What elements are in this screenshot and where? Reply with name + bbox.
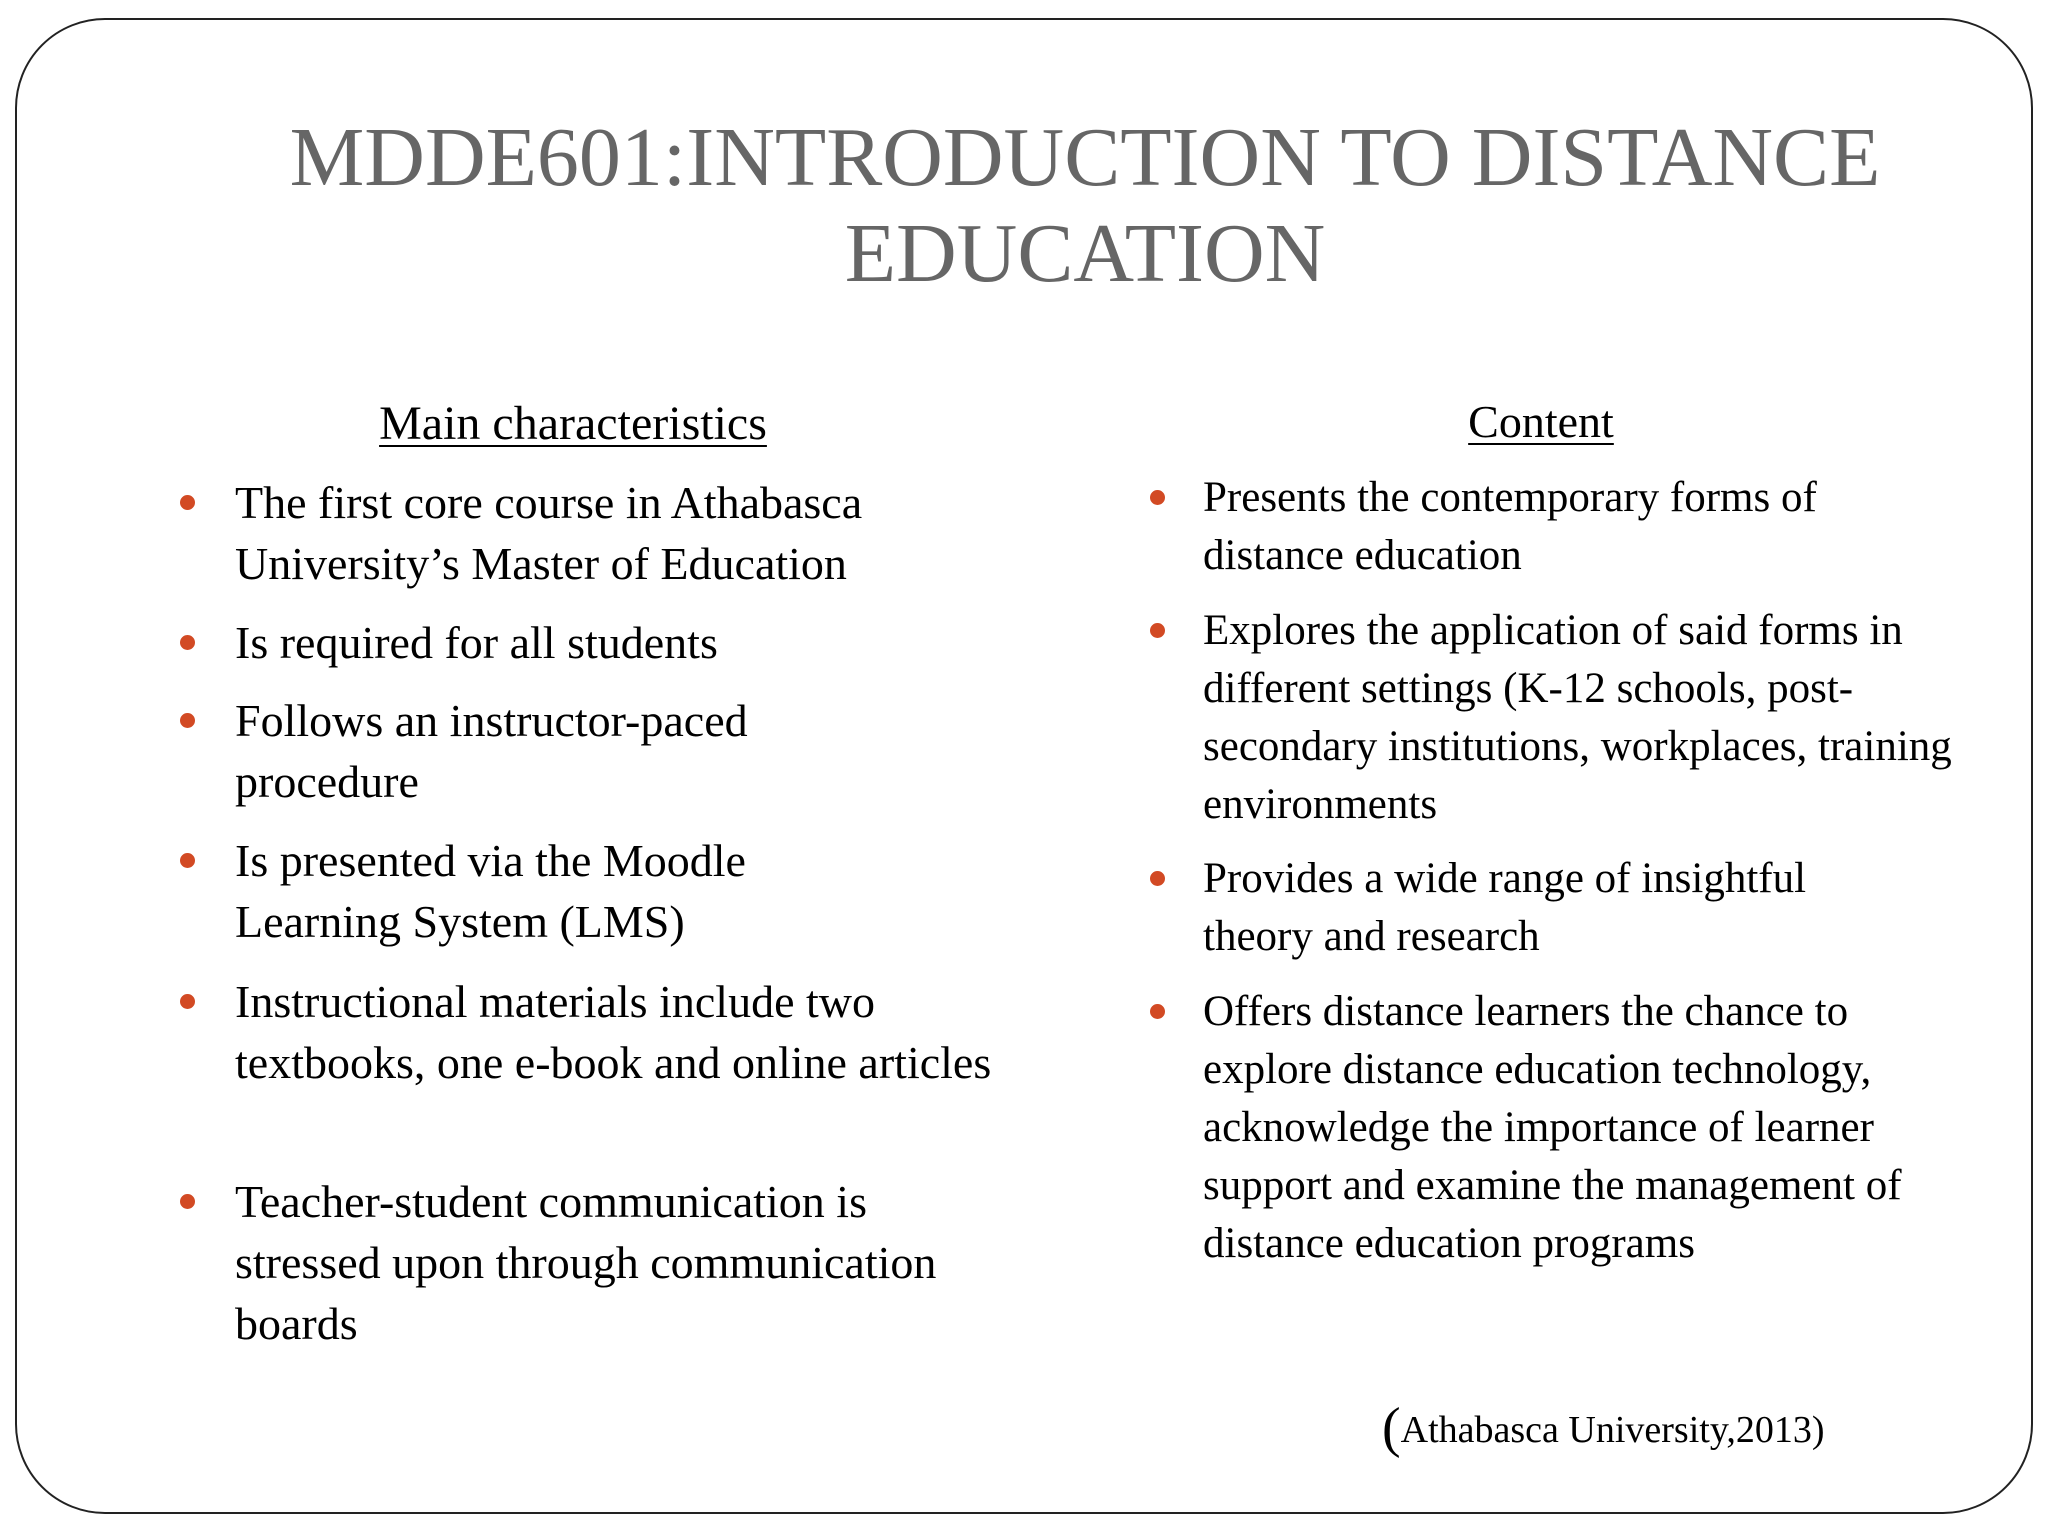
list-item [1203, 983, 1983, 1273]
bullet-icon [1150, 1004, 1165, 1019]
list-item-text: Is required for all students [235, 617, 718, 668]
list-item [1203, 850, 1923, 966]
list-item-text: Follows an instructor-paced procedure [235, 695, 748, 807]
bullet-icon [1150, 623, 1165, 638]
list-item-text: Offers distance learners the chance to explore distance education technology, acknowledge the importance of learner support and examine the management of distance education programs [1203, 988, 1902, 1267]
slide-title: MDDE601:INTRODUCTION TO DISTANCE EDUCATION [289, 111, 1881, 300]
citation-paren: ( [1382, 1397, 1401, 1459]
list-item [235, 690, 855, 812]
list-item [235, 472, 995, 594]
list-item [1203, 602, 1993, 834]
list-item-text: Provides a wide range of insightful theory and research [1203, 855, 1807, 960]
citation [1382, 1398, 1825, 1460]
list-item [235, 1171, 995, 1354]
main-characteristics-heading: Main characteristics [379, 397, 767, 450]
list-item [1203, 469, 1963, 585]
bullet-icon [180, 994, 195, 1009]
list-item-text: Is presented via the Moodle Learning System (LMS) [235, 835, 746, 947]
list-item-text: The first core course in Athabasca University’s Master of Education [235, 477, 863, 589]
bullet-icon [180, 713, 195, 728]
bullet-icon [180, 1194, 195, 1209]
citation-text: Athabasca University,2013) [1400, 1409, 1825, 1451]
list-item [235, 830, 855, 952]
bullet-icon [180, 495, 195, 510]
bullet-icon [180, 635, 195, 650]
list-item-text: Instructional materials include two textbooks, one e-book and online articles [235, 976, 992, 1088]
bullet-icon [1150, 490, 1165, 505]
list-item [235, 612, 995, 673]
bullet-icon [180, 853, 195, 868]
list-item [235, 971, 995, 1093]
list-item-text: Explores the application of said forms in different settings (K-12 schools, post-secondary institutions, workplaces, training environments [1203, 607, 1952, 828]
content-heading: Content [1468, 396, 1614, 447]
list-item-text: Teacher-student communication is stressed upon through communication boards [235, 1176, 937, 1349]
list-item-text: Presents the contemporary forms of distance education [1203, 474, 1817, 579]
bullet-icon [1150, 871, 1165, 886]
